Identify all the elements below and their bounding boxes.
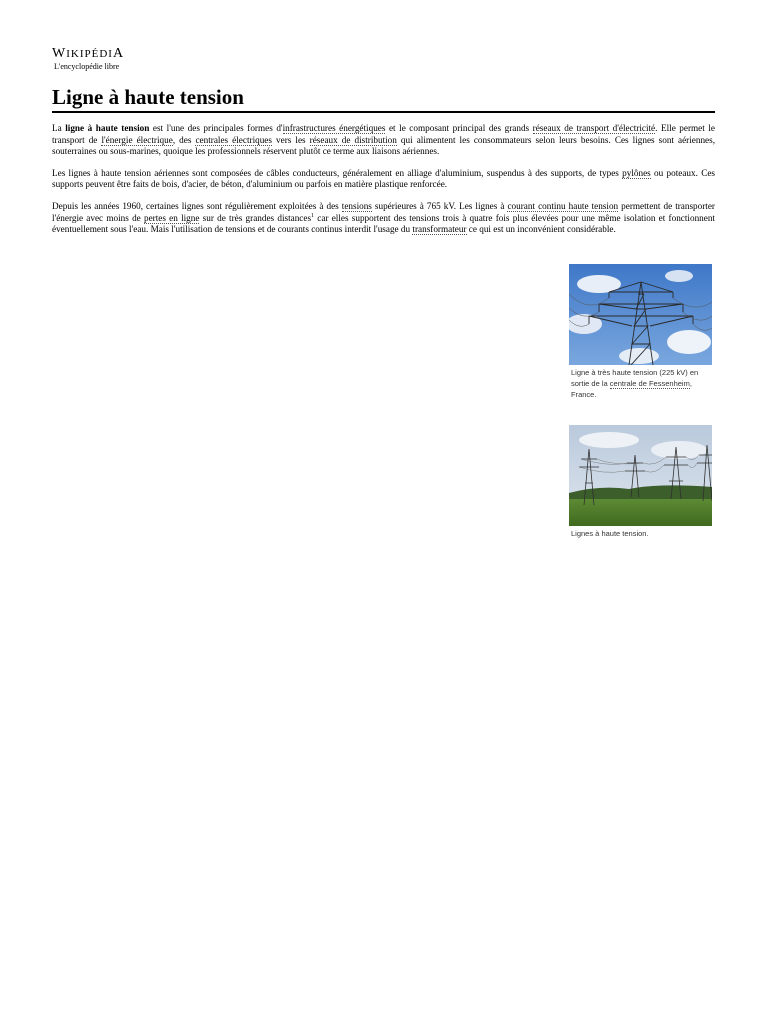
text: . Elle permet le transport de [52, 123, 715, 145]
link-tensions[interactable]: tensions [341, 200, 372, 211]
logo-letters-mid: IKIPÉDI [66, 48, 113, 60]
text: Lignes à haute tension. [571, 529, 649, 538]
text: est l'une des principales formes d' [149, 123, 283, 133]
text: Les lignes à haute tension aériennes sont composées de câbles conducteurs, généralement en alliage d'aluminium, suspendus à des supports, de types [52, 167, 623, 178]
pylon-photo[interactable] [569, 264, 712, 365]
logo-letter-a: A [112, 46, 125, 61]
text: La [52, 123, 66, 133]
link-ccht[interactable]: courant continu haute tension [507, 200, 619, 211]
logo-tagline: L'encyclopédie libre [54, 62, 120, 71]
link-pylones[interactable]: pylônes [622, 167, 651, 178]
text: sur de très grandes distances [199, 212, 312, 223]
paragraph-intro [52, 123, 715, 158]
link-reseaux-transport[interactable]: réseaux de transport d'électricité [532, 123, 656, 133]
text: ce qui est un inconvénient considérable. [466, 224, 616, 235]
text: supérieures à 765 kV. Les lignes à [371, 200, 508, 211]
link-energie-electrique[interactable]: l'énergie électrique [101, 134, 173, 145]
text: , France. [571, 379, 692, 399]
figure-power-lines-field [569, 425, 713, 539]
logo-letter-w: W [52, 46, 67, 61]
paragraph-aerial [52, 168, 715, 191]
text: Depuis les années 1960, certaines lignes sont régulièrement exploitées à des [52, 200, 342, 211]
page-title: Ligne à haute tension [52, 84, 715, 113]
text: car elles supportent des tensions trois à quatre fois plus élevées pour une même isolation et fonctionnent éventuellement sous l'eau. Mais l'utilisation de tensions et de courants continus interdit l'usage du [52, 212, 715, 235]
text: qui alimentent les consommateurs selon leurs besoins. Ces lignes sont aériennes, souterraines ou sous-marines, quoique les professionnels réservent plutôt ce terme aux liaisons aériennes. [52, 134, 716, 157]
text: , des [172, 134, 196, 145]
link-centrales[interactable]: centrales électriques [195, 134, 272, 145]
logo-wordmark [52, 46, 142, 62]
reference-marker[interactable]: 1 [311, 212, 315, 219]
power-lines-photo[interactable] [569, 425, 712, 526]
wikipedia-logo[interactable] [52, 46, 142, 72]
text: vers les [271, 134, 310, 145]
paragraph-hvdc [52, 201, 715, 236]
text: ou poteaux. Ces supports peuvent être faits de bois, d'acier, de béton, d'aluminium ou parfois en matière plastique renforcée. [52, 167, 715, 190]
figure-caption [569, 528, 713, 539]
article-body [52, 123, 715, 246]
figure-caption [569, 367, 713, 400]
link-transformateur[interactable]: transformateur [412, 224, 467, 235]
link-fessenheim[interactable]: centrale de Fessenheim [609, 379, 690, 388]
link-pertes-en-ligne[interactable]: pertes en ligne [143, 212, 200, 223]
bold-term: ligne à haute tension [65, 123, 150, 133]
link-reseaux-distribution[interactable]: réseaux de distribution [309, 134, 397, 145]
text: et le composant principal des grands [385, 123, 533, 133]
figure-pylon-closeup [569, 264, 713, 400]
text: permettent de transporter l'énergie avec moins de [52, 200, 715, 223]
text: Ligne à très haute tension (225 kV) en sortie de la [571, 368, 699, 388]
link-infrastructures[interactable]: infrastructures énergétiques [282, 123, 386, 133]
